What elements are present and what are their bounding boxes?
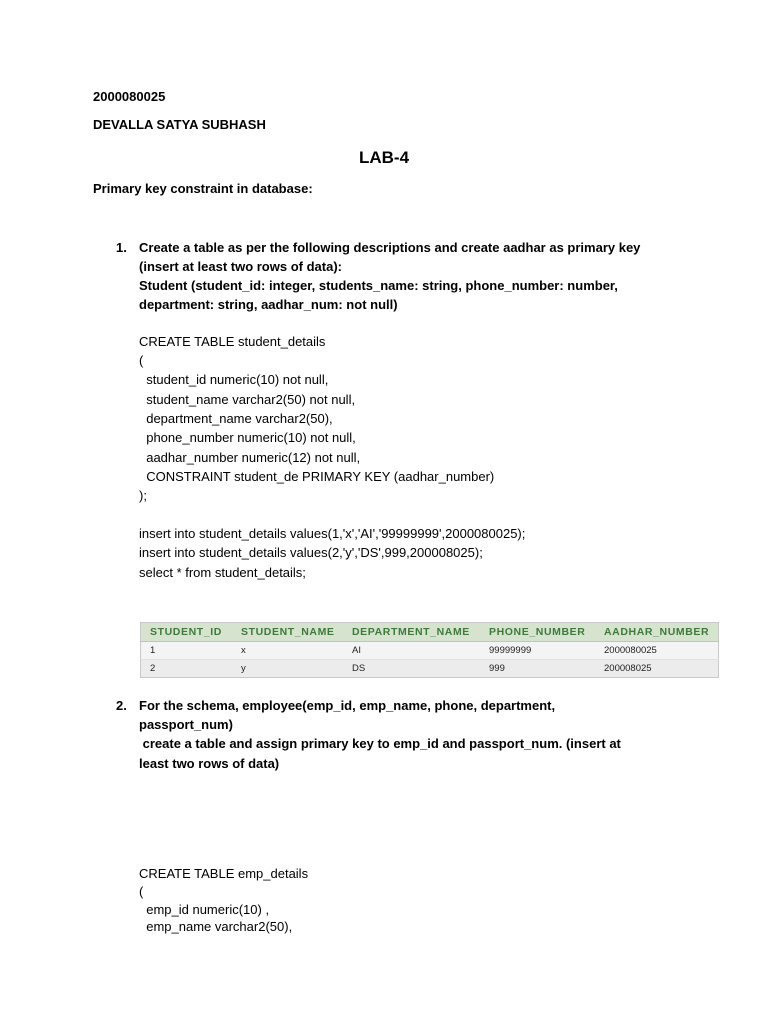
code-line: student_name varchar2(50) not null,: [139, 392, 356, 407]
insert-statement: insert into student_details values(1,'x','AI','99999999',2000080025);: [139, 526, 526, 541]
table-cell: DS: [343, 660, 480, 678]
column-header: DEPARTMENT_NAME: [343, 623, 480, 642]
topic-heading: Primary key constraint in database:: [93, 181, 313, 196]
student-name: DEVALLA SATYA SUBHASH: [93, 117, 266, 132]
table-cell: y: [232, 660, 343, 678]
code-line: CREATE TABLE student_details: [139, 334, 326, 349]
code-line: CONSTRAINT student_de PRIMARY KEY (aadhar_number): [139, 469, 495, 484]
question-2-line: passport_num): [139, 717, 233, 732]
table-cell: AI: [343, 642, 480, 660]
column-header: AADHAR_NUMBER: [595, 623, 719, 642]
question-1-line: (insert at least two rows of data):: [139, 259, 342, 274]
column-header: STUDENT_ID: [141, 623, 233, 642]
roll-number: 2000080025: [93, 89, 166, 104]
table-row: [141, 660, 719, 678]
code-line: emp_name varchar2(50),: [139, 919, 293, 934]
table-cell: 200008025: [595, 660, 719, 678]
code-line: department_name varchar2(50),: [139, 411, 333, 426]
question-2-line: least two rows of data): [139, 756, 280, 771]
table-cell: 1: [141, 642, 233, 660]
code-line: CREATE TABLE emp_details: [139, 866, 309, 881]
table-cell: x: [232, 642, 343, 660]
table-header-row: [141, 623, 719, 642]
code-line: );: [139, 488, 147, 503]
code-line: student_id numeric(10) not null,: [139, 372, 329, 387]
question-1-line: Create a table as per the following descriptions and create aadhar as primary key: [139, 240, 641, 255]
question-2-line: create a table and assign primary key to emp_id and passport_num. (insert at: [139, 736, 621, 751]
question-2-number: 2.: [116, 698, 127, 713]
table-cell: 999: [480, 660, 595, 678]
column-header: PHONE_NUMBER: [480, 623, 595, 642]
table-cell: 2: [141, 660, 233, 678]
code-line: phone_number numeric(10) not null,: [139, 430, 356, 445]
question-1-line: Student (student_id: integer, students_name: string, phone_number: number,: [139, 278, 618, 293]
query-result-table: [140, 622, 719, 678]
table-row: [141, 642, 719, 660]
code-line: (: [139, 884, 144, 899]
question-1-line: department: string, aadhar_num: not null): [139, 297, 398, 312]
table-cell: 99999999: [480, 642, 595, 660]
code-line: aadhar_number numeric(12) not null,: [139, 450, 361, 465]
table-cell: 2000080025: [595, 642, 719, 660]
code-line: (: [139, 353, 144, 368]
lab-title: LAB-4: [358, 148, 410, 167]
column-header: STUDENT_NAME: [232, 623, 343, 642]
code-line: emp_id numeric(10) ,: [139, 902, 270, 917]
select-statement: select * from student_details;: [139, 565, 306, 580]
insert-statement: insert into student_details values(2,'y','DS',999,200008025);: [139, 545, 483, 560]
question-2-line: For the schema, employee(emp_id, emp_name, phone, department,: [139, 698, 556, 713]
question-1-number: 1.: [116, 240, 127, 255]
